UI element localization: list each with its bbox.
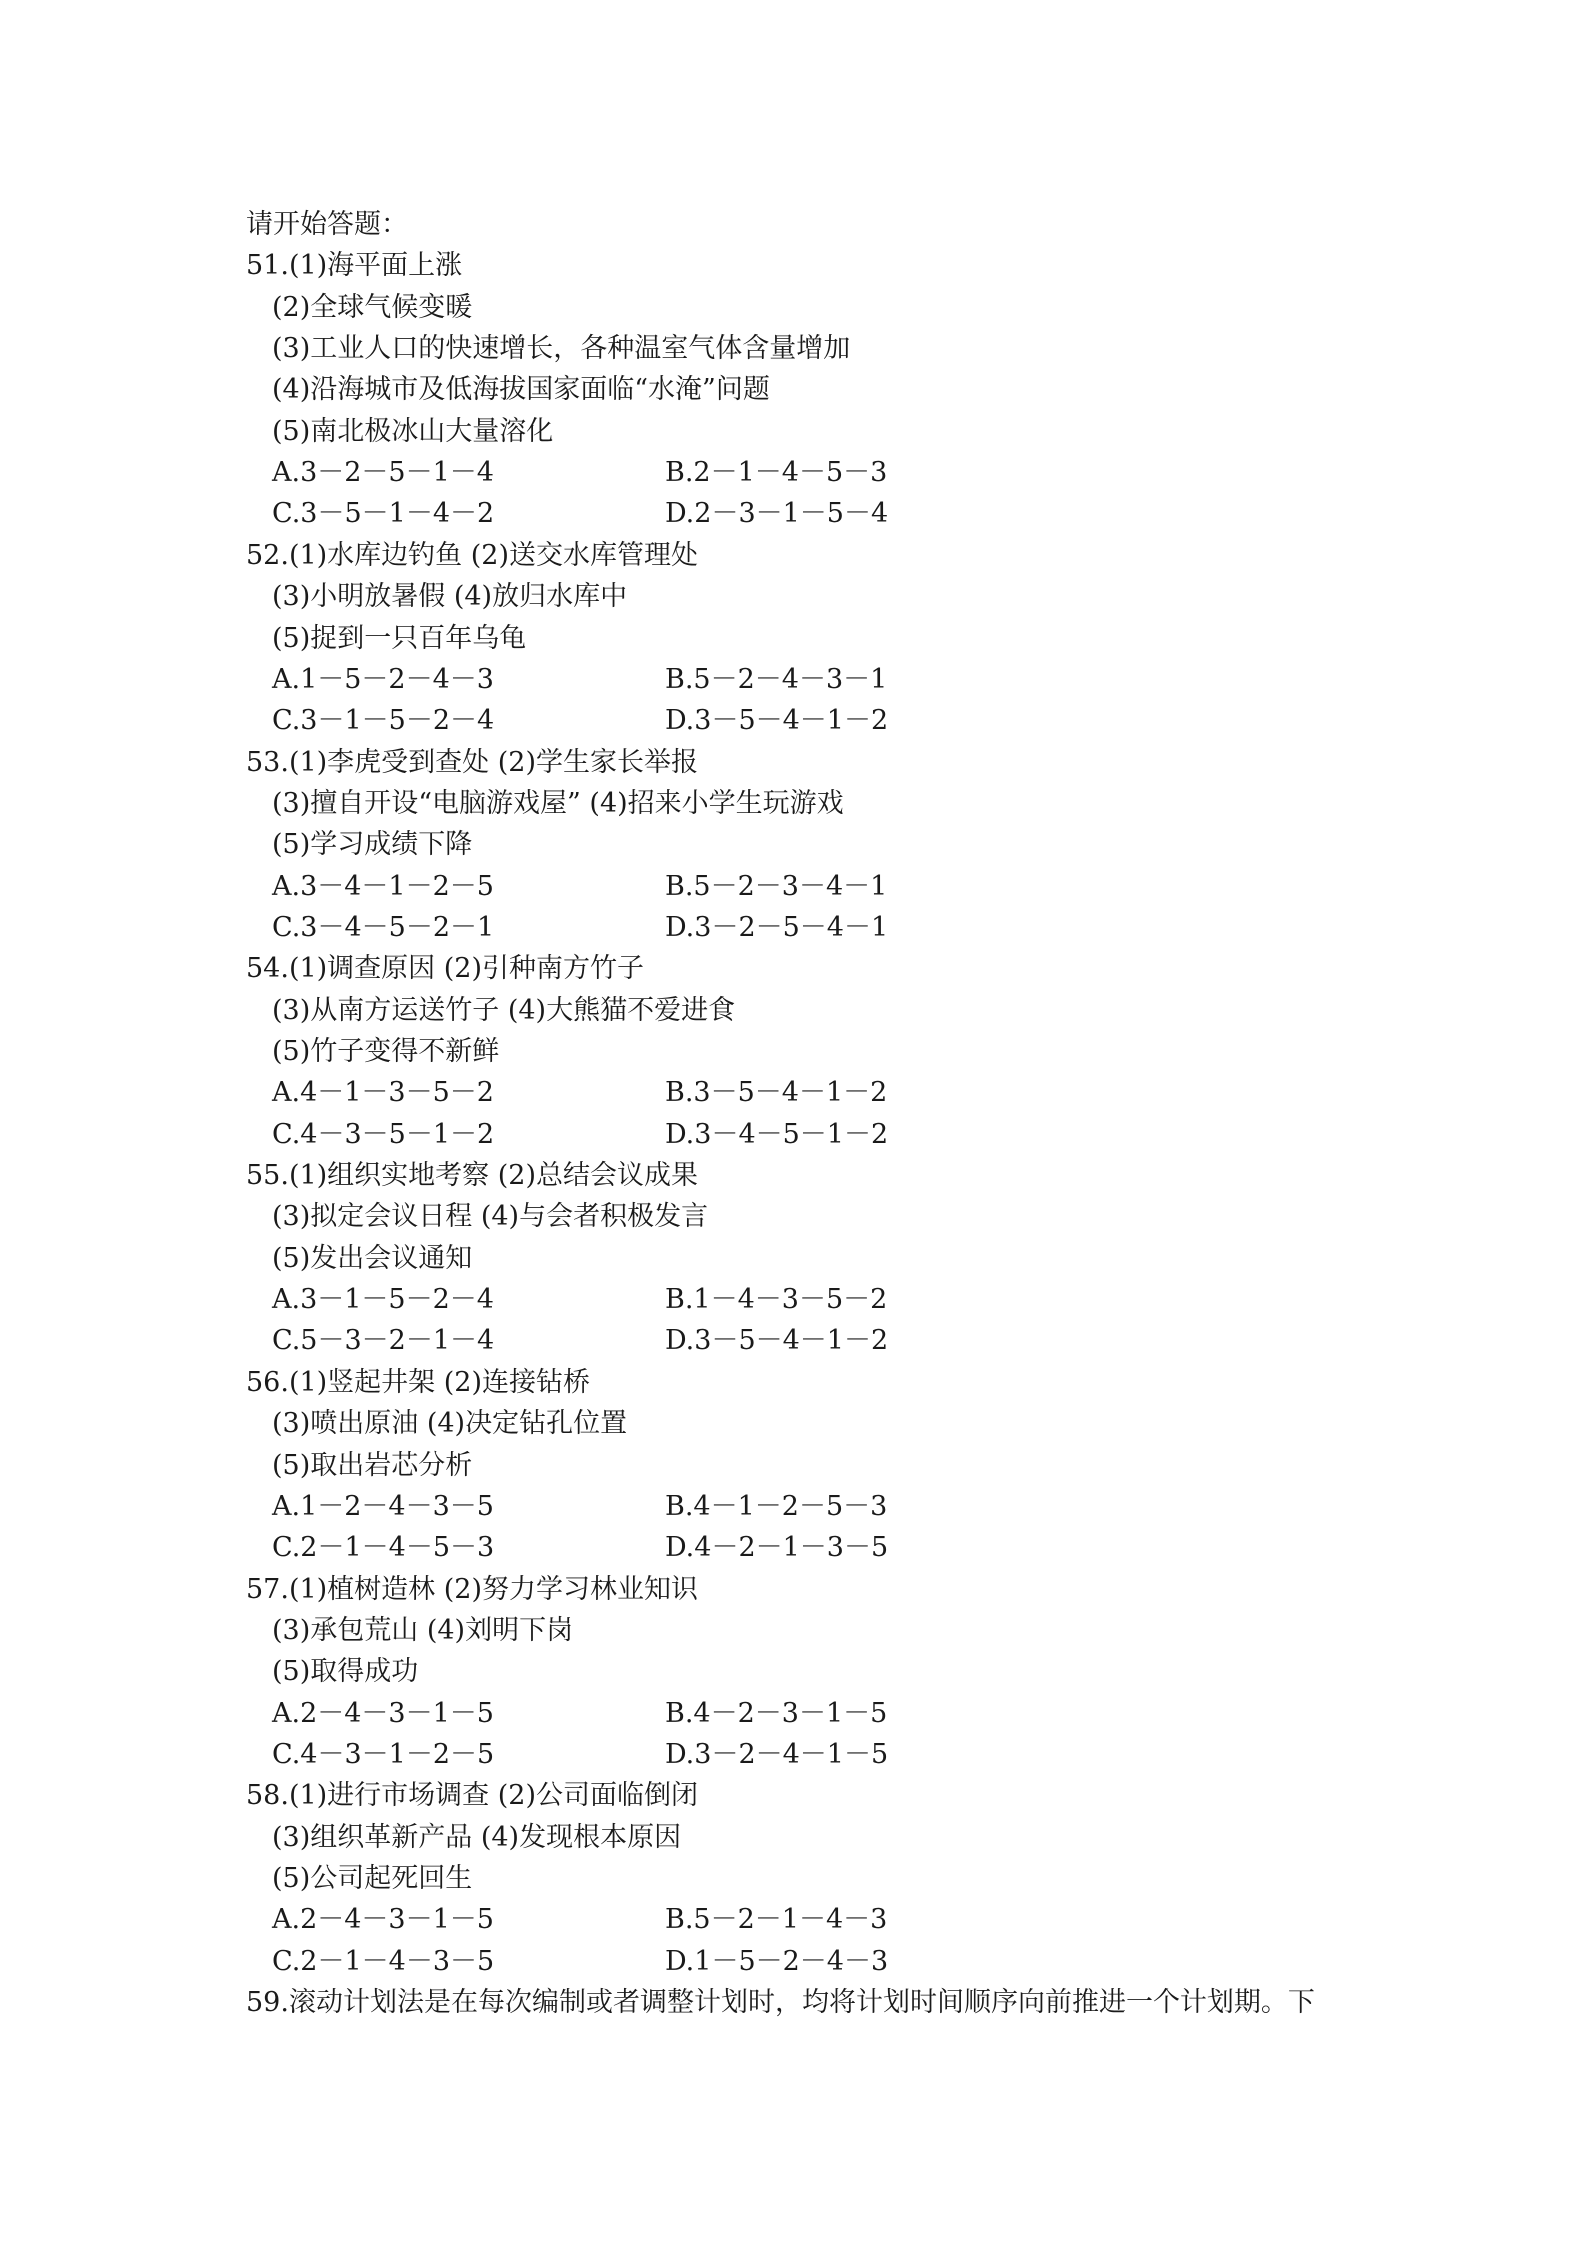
question-statement: (3)喷出原油 (4)决定钻孔位置 [272,1408,628,1439]
answer-option: C.2－1－4－5－3 [272,1532,495,1563]
question-statement: (5)取出岩芯分析 [272,1450,473,1481]
question-statement: (3)小明放暑假 (4)放归水库中 [272,581,628,612]
question-statement: (2)全球气候变暖 [272,292,473,323]
question-stem: 51.(1)海平面上涨 [246,250,463,281]
answer-option: B.4－1－2－5－3 [665,1491,888,1522]
question-stem: 58.(1)进行市场调查 (2)公司面临倒闭 [246,1780,699,1811]
answer-option: D.2－3－1－5－4 [665,498,889,529]
answer-option: A.3－1－5－2－4 [272,1284,494,1315]
question-statement: (3)拟定会议日程 (4)与会者积极发言 [272,1201,709,1232]
question-stem: 55.(1)组织实地考察 (2)总结会议成果 [246,1160,699,1191]
question-statement: (3)工业人口的快速增长，各种温室气体含量增加 [272,333,851,364]
answer-option: A.1－5－2－4－3 [272,664,494,695]
question-stem: 56.(1)竖起井架 (2)连接钻桥 [246,1367,591,1398]
answer-option: C.5－3－2－1－4 [272,1325,495,1356]
question-statement: (5)竹子变得不新鲜 [272,1036,500,1067]
question-statement: (3)擅自开设“电脑游戏屋” (4)招来小学生玩游戏 [272,788,844,819]
answer-option: B.3－5－4－1－2 [665,1077,888,1108]
question-statement: (3)组织革新产品 (4)发现根本原因 [272,1822,682,1853]
answer-option: A.2－4－3－1－5 [272,1904,494,1935]
answer-option: D.3－5－4－1－2 [665,1325,889,1356]
answer-option: A.1－2－4－3－5 [272,1491,494,1522]
answer-option: B.2－1－4－5－3 [665,457,888,488]
answer-option: A.3－2－5－1－4 [272,457,494,488]
question-statement: (5)南北极冰山大量溶化 [272,416,554,447]
answer-option: C.3－5－1－4－2 [272,498,495,529]
question-statement: (3)承包荒山 (4)刘明下岗 [272,1615,574,1646]
answer-option: B.5－2－4－3－1 [665,664,888,695]
answer-option: D.1－5－2－4－3 [665,1946,889,1977]
answer-option: D.3－2－5－4－1 [665,912,889,943]
answer-option: B.4－2－3－1－5 [665,1698,888,1729]
answer-option: B.5－2－1－4－3 [665,1904,888,1935]
answer-option: C.3－4－5－2－1 [272,912,495,943]
answer-option: B.5－2－3－4－1 [665,871,888,902]
question-statement: (5)学习成绩下降 [272,829,473,860]
answer-option: D.3－2－4－1－5 [665,1739,889,1770]
answer-option: C.4－3－1－2－5 [272,1739,495,1770]
answer-option: C.4－3－5－1－2 [272,1119,495,1150]
answer-option: A.2－4－3－1－5 [272,1698,494,1729]
answer-option: D.3－5－4－1－2 [665,705,889,736]
answer-option: D.3－4－5－1－2 [665,1119,889,1150]
question-stem: 53.(1)李虎受到查处 (2)学生家长举报 [246,747,699,778]
question-stem: 59.滚动计划法是在每次编制或者调整计划时，均将计划时间顺序向前推进一个计划期。下 [246,1987,1315,2018]
answer-option: C.2－1－4－3－5 [272,1946,495,1977]
question-statement: (5)取得成功 [272,1656,419,1687]
answer-option: C.3－1－5－2－4 [272,705,495,736]
question-statement: (5)捉到一只百年乌龟 [272,623,527,654]
question-statement: (4)沿海城市及低海拔国家面临“水淹”问题 [272,374,770,405]
intro-line: 请开始答题： [246,209,408,240]
question-statement: (3)从南方运送竹子 (4)大熊猫不爱进食 [272,995,736,1026]
question-statement: (5)发出会议通知 [272,1243,473,1274]
answer-option: B.1－4－3－5－2 [665,1284,888,1315]
answer-option: D.4－2－1－3－5 [665,1532,889,1563]
answer-option: A.3－4－1－2－5 [272,871,494,902]
question-stem: 52.(1)水库边钓鱼 (2)送交水库管理处 [246,540,699,571]
question-stem: 57.(1)植树造林 (2)努力学习林业知识 [246,1574,699,1605]
question-stem: 54.(1)调查原因 (2)引种南方竹子 [246,953,645,984]
question-statement: (5)公司起死回生 [272,1863,473,1894]
answer-option: A.4－1－3－5－2 [272,1077,494,1108]
